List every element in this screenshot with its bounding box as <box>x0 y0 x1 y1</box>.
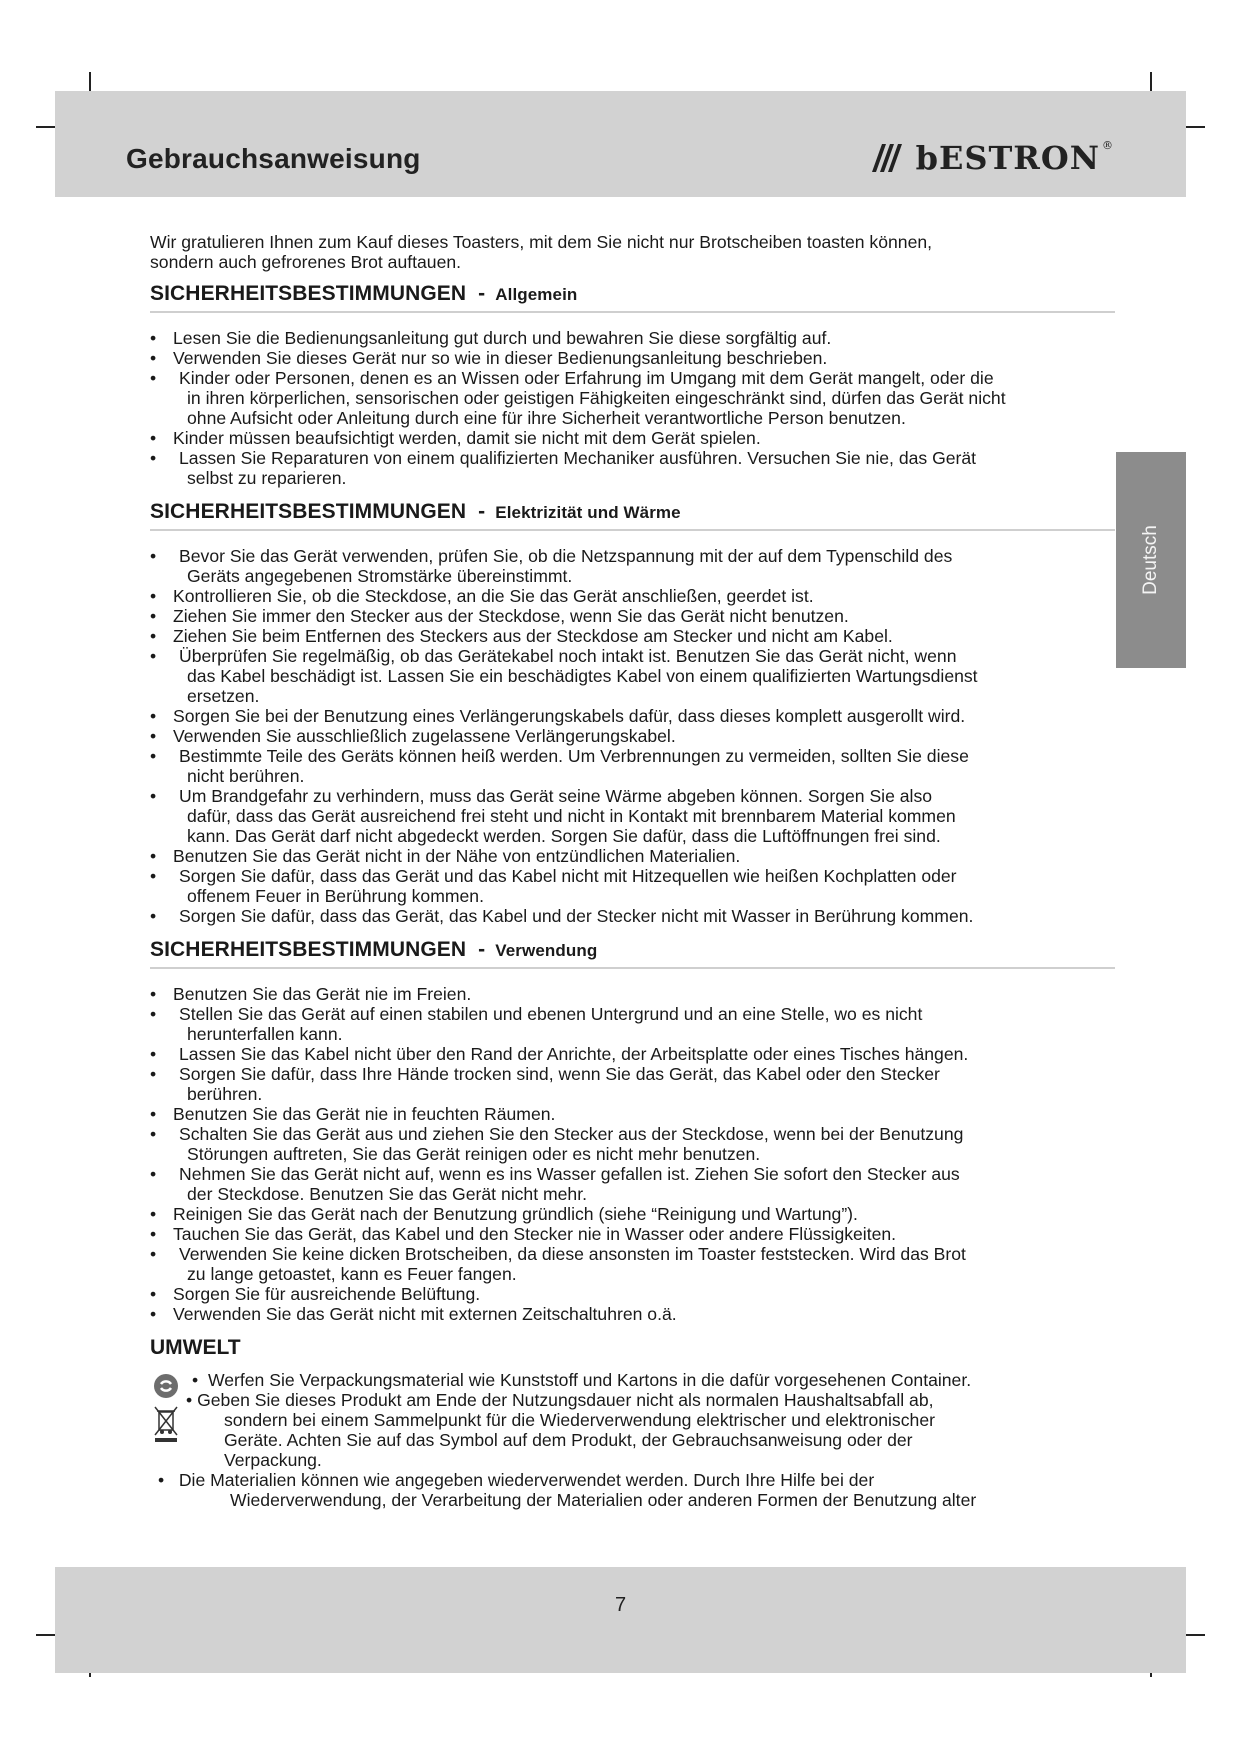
language-tab-label: Deutsch <box>1140 525 1161 595</box>
umwelt-icons <box>152 1372 182 1446</box>
list-item: • Kontrollieren Sie, ob die Steckdose, an die Sie das Gerät anschließen, geerdet ist. <box>150 586 1115 606</box>
page-content <box>150 232 1115 1510</box>
list-item: • Sorgen Sie für ausreichende Belüftung. <box>150 1284 1115 1304</box>
list-item: • Benutzen Sie das Gerät nie im Freien. <box>150 984 1115 1004</box>
list-item: • Geben Sie dieses Produkt am Ende der Nutzungsdauer nicht als normalen Haushaltsabfall ab, sondern bei einem Sammelpunkt für die Wiederverwendung elektrischer und elektronischer Geräte. Achten Sie auf das Symbol auf dem Produkt, der Gebrauchsanweisung oder der Verpackung. <box>186 1390 935 1470</box>
list-item: • Schalten Sie das Gerät aus und ziehen Sie den Stecker aus der Steckdose, wenn bei der Benutzung Störungen auftreten, Sie das Gerät reinigen oder es nicht mehr benutzen. <box>150 1124 1115 1164</box>
list-item: • Überprüfen Sie regelmäßig, ob das Gerätekabel noch intakt ist. Benutzen Sie das Gerät nicht, wenn das Kabel beschädigt ist. Lassen Sie ein beschädigtes Kabel von einem qualifizierten Wartungsdienst ersetzen. <box>150 646 1115 706</box>
list-item: • Stellen Sie das Gerät auf einen stabilen und ebenen Untergrund und an eine Stelle, wo es nicht herunterfallen kann. <box>150 1004 1115 1044</box>
list-item: • Reinigen Sie das Gerät nach der Benutzung gründlich (siehe “Reinigung und Wartung”). <box>150 1204 1115 1224</box>
list-item: • Verwenden Sie ausschließlich zugelassene Verlängerungskabel. <box>150 726 1115 746</box>
registered-mark: ® <box>1102 139 1114 152</box>
list-item: • Verwenden Sie das Gerät nicht mit externen Zeitschaltuhren o.ä. <box>150 1304 1115 1324</box>
list-item: • Sorgen Sie dafür, dass Ihre Hände trocken sind, wenn Sie das Gerät, das Kabel oder den Stecker berühren. <box>150 1064 1115 1104</box>
page-title: Gebrauchsanweisung <box>126 143 421 174</box>
list-item: • Die Materialien können wie angegeben wiederverwendet werden. Durch Ihre Hilfe bei der Wiederverwendung, der Verarbeitung der Materialien oder anderen Formen der Benutzung alter <box>158 1470 977 1510</box>
list-item: • Um Brandgefahr zu verhindern, muss das Gerät seine Wärme abgeben können. Sorgen Sie also dafür, dass das Gerät ausreichend frei steht und nicht in Kontakt mit brennbarem Material kommen kann. Das Gerät darf nicht abgedeckt werden. Sorgen Sie dafür, dass die Luftöffnungen frei sind. <box>150 786 1115 846</box>
section-verwendung <box>150 940 1115 1324</box>
list-item: • Sorgen Sie dafür, dass das Gerät, das Kabel und der Stecker nicht mit Wasser in Berührung kommen. <box>150 906 1115 926</box>
brand-name: bESTRON ® <box>915 139 1114 177</box>
list-item: • Lassen Sie Reparaturen von einem qualifizierten Mechaniker ausführen. Versuchen Sie nie, das Gerät selbst zu reparieren. <box>150 448 1115 488</box>
list-item: • Kinder müssen beaufsichtigt werden, damit sie nicht mit dem Gerät spielen. <box>150 428 1115 448</box>
list-item: • Bevor Sie das Gerät verwenden, prüfen Sie, ob die Netzspannung mit der auf dem Typenschild des Geräts angegebenen Stromstärke übereinstimmt. <box>150 546 1115 586</box>
bullet-list <box>150 546 1115 926</box>
list-item: • Verwenden Sie dieses Gerät nur so wie in dieser Bedienungsanleitung beschrieben. <box>150 348 1115 368</box>
list-item: • Verwenden Sie keine dicken Brotscheiben, da diese ansonsten im Toaster feststecken. Wird das Brot zu lange getoastet, kann es Feuer fangen. <box>150 1244 1115 1284</box>
section-heading: SICHERHEITSBESTIMMUNGEN - Verwendung <box>150 940 1115 969</box>
recycling-icon <box>152 1372 180 1400</box>
section-allgemein <box>150 284 1115 488</box>
list-item: • Lesen Sie die Bedienungsanleitung gut durch und bewahren Sie diese sorgfältig auf. <box>150 328 1115 348</box>
list-item: • Werfen Sie Verpackungsmaterial wie Kunststoff und Kartons in die dafür vorgesehenen Container. <box>192 1370 972 1390</box>
umwelt-block <box>150 1370 1115 1510</box>
bullet-list <box>150 984 1115 1324</box>
intro-paragraph: Wir gratulieren Ihnen zum Kauf dieses Toasters, mit dem Sie nicht nur Brotscheiben toasten können, sondern auch gefrorenes Brot auftauen. <box>150 232 933 272</box>
list-item: • Benutzen Sie das Gerät nicht in der Nähe von entzündlichen Materialien. <box>150 846 1115 866</box>
list-item: • Tauchen Sie das Gerät, das Kabel und den Stecker nie in Wasser oder andere Flüssigkeiten. <box>150 1224 1115 1244</box>
page-header <box>55 91 1186 197</box>
section-elektrizitaet <box>150 502 1115 926</box>
list-item: • Bestimmte Teile des Geräts können heiß werden. Um Verbrennungen zu vermeiden, sollten Sie diese nicht berühren. <box>150 746 1115 786</box>
crossed-bin-icon <box>152 1404 180 1442</box>
list-item: • Ziehen Sie beim Entfernen des Steckers aus der Steckdose am Stecker und nicht am Kabel. <box>150 626 1115 646</box>
section-heading: SICHERHEITSBESTIMMUNGEN - Elektrizität und Wärme <box>150 502 1115 531</box>
list-item: • Sorgen Sie dafür, dass das Gerät und das Kabel nicht mit Hitzequellen wie heißen Kochplatten oder offenem Feuer in Berührung kommen. <box>150 866 1115 906</box>
bullet-list <box>150 328 1115 488</box>
list-item: • Nehmen Sie das Gerät nicht auf, wenn es ins Wasser gefallen ist. Ziehen Sie sofort den Stecker aus der Steckdose. Benutzen Sie das Gerät nicht mehr. <box>150 1164 1115 1204</box>
brand-chevron-icon <box>868 138 908 178</box>
umwelt-heading: UMWELT <box>150 1336 241 1359</box>
section-heading: SICHERHEITSBESTIMMUNGEN - Allgemein <box>150 284 1115 313</box>
list-item: • Sorgen Sie bei der Benutzung eines Verlängerungskabels dafür, dass dieses komplett ausgerollt wird. <box>150 706 1115 726</box>
language-tab <box>1116 452 1186 668</box>
page-number: 7 <box>614 1594 627 1616</box>
list-item: • Lassen Sie das Kabel nicht über den Rand der Anrichte, der Arbeitsplatte oder eines Tisches hängen. <box>150 1044 1115 1064</box>
page-footer <box>55 1567 1186 1673</box>
brand-logo <box>868 137 1114 179</box>
list-item: • Ziehen Sie immer den Stecker aus der Steckdose, wenn Sie das Gerät nicht benutzen. <box>150 606 1115 626</box>
list-item: • Benutzen Sie das Gerät nie in feuchten Räumen. <box>150 1104 1115 1124</box>
list-item: • Kinder oder Personen, denen es an Wissen oder Erfahrung im Umgang mit dem Gerät mangelt, oder die in ihren körperlichen, sensorischen oder geistigen Fähigkeiten eingeschränkt sind, dürfen das Gerät nicht ohne Aufsicht oder Anleitung durch eine für ihre Sicherheit verantwortliche Person benutzen. <box>150 368 1115 428</box>
